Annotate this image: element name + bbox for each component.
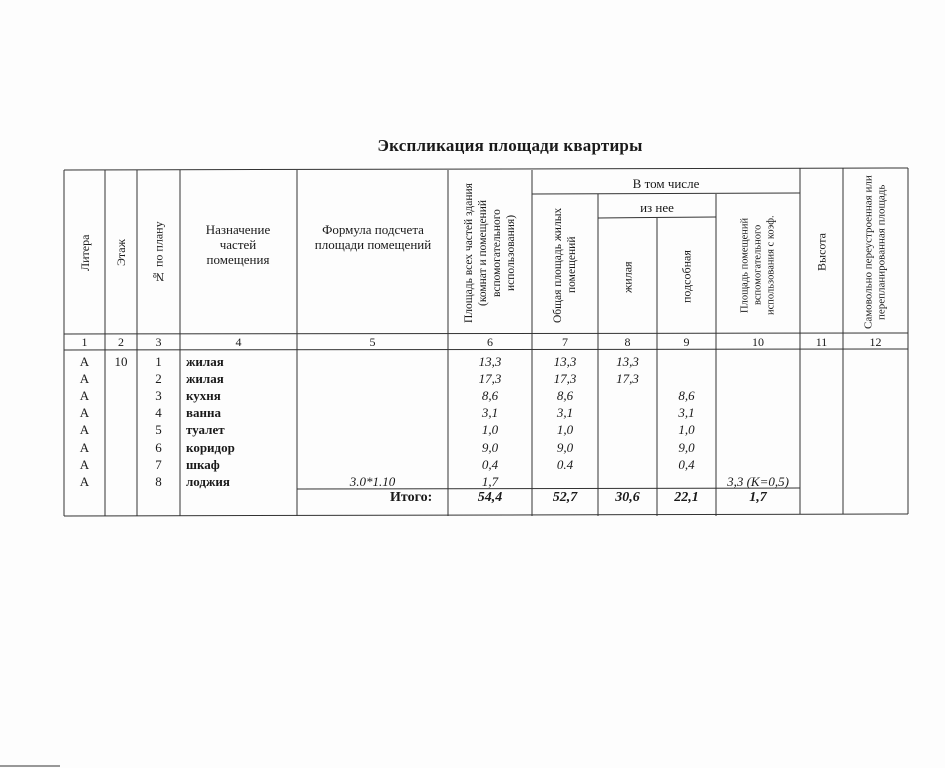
cell-formula: 3.0*1.10 — [349, 473, 396, 489]
cell-etazh — [105, 370, 137, 387]
cell-etazh — [105, 439, 137, 456]
totals-living: 30,6 — [615, 490, 640, 505]
cell-living — [598, 473, 657, 490]
header-height: Высота — [814, 233, 829, 271]
cell-living — [598, 456, 657, 473]
cell-area: 13,3 — [478, 354, 502, 369]
cell-aux-room: 3,1 — [678, 405, 695, 421]
header-litera: Литера — [78, 234, 92, 272]
cell-aux-room: 9,0 — [678, 439, 695, 455]
cell-formula — [300, 456, 445, 473]
cell-litera: А — [79, 405, 90, 421]
cell-name: жилая — [186, 371, 224, 387]
cell-area: 1,0 — [481, 422, 499, 438]
cell-area: 1,7 — [481, 473, 499, 489]
header-purpose: Назначение частей помещения — [205, 222, 271, 267]
cell-aux — [716, 456, 800, 473]
col-number: 8 — [624, 335, 631, 349]
cell-aux-room — [657, 370, 716, 387]
cell-total: 9,0 — [556, 439, 574, 455]
col-number: 3 — [155, 335, 162, 349]
cell-aux — [716, 387, 800, 404]
header-area-all: Площадь всех частей здания (комнат и помещений вспомогательного использования) — [463, 183, 517, 323]
cell-litera: А — [79, 456, 90, 472]
header-total-living: Общая площадь жилых помещений — [552, 207, 578, 323]
cell-total: 8,6 — [556, 388, 574, 404]
cell-living: 13,3 — [616, 354, 639, 369]
header-v-tom-chisle: В том числе — [632, 176, 700, 191]
cell-litera: А — [79, 371, 90, 387]
cell-name: коридор — [186, 439, 235, 455]
cell-etazh — [105, 421, 137, 438]
cell-formula — [300, 387, 445, 404]
totals-area: 54,4 — [477, 490, 503, 505]
cell-formula — [300, 404, 445, 421]
cell-formula — [300, 439, 445, 456]
cell-area: 8,6 — [481, 388, 499, 404]
col-number: 11 — [815, 335, 828, 349]
cell-etazh: 10 — [114, 354, 128, 369]
col-number: 6 — [487, 335, 493, 349]
page-title: Экспликация площади квартиры — [377, 136, 643, 155]
cell-living — [598, 439, 657, 456]
cell-name: кухня — [186, 388, 221, 404]
cell-area: 17,3 — [478, 371, 502, 387]
cell-formula — [300, 370, 445, 387]
col-number: 4 — [235, 335, 242, 349]
cell-litera: А — [79, 439, 90, 455]
cell-aux — [716, 370, 800, 387]
cell-name: туалет — [186, 422, 225, 438]
col-number: 10 — [752, 335, 764, 349]
cell-total — [532, 473, 598, 490]
header-etazh: Этаж — [114, 239, 128, 267]
cell-aux — [716, 404, 800, 421]
cell-aux-room: 8,6 — [678, 388, 695, 404]
cell-etazh — [105, 473, 137, 490]
col-number: 9 — [683, 335, 690, 349]
cell-aux — [716, 439, 800, 456]
totals-total-living: 52,7 — [552, 490, 578, 505]
cell-name: жилая — [186, 354, 224, 369]
cell-litera: А — [79, 388, 90, 404]
cell-total: 17,3 — [553, 371, 577, 387]
header-formula: Формула подсчета площади помещений — [314, 222, 432, 252]
cell-no: 7 — [155, 456, 162, 472]
header-zhilaya: жилая — [620, 261, 635, 293]
col-number: 2 — [118, 335, 124, 349]
cell-etazh — [105, 404, 137, 421]
cell-no: 4 — [155, 405, 162, 421]
cell-aux-room — [657, 473, 716, 490]
cell-formula — [300, 353, 445, 370]
cell-litera: А — [79, 473, 90, 489]
cell-no: 6 — [155, 439, 162, 455]
cell-litera: А — [79, 354, 90, 369]
cell-litera: А — [79, 422, 90, 438]
cell-aux — [716, 353, 800, 370]
cell-living — [598, 421, 657, 438]
cell-total: 1,0 — [556, 422, 574, 438]
cell-living — [598, 404, 657, 421]
header-iz-nee: из нее — [640, 200, 674, 215]
cell-name: лоджия — [186, 473, 230, 489]
header-plan-no: № по плану — [151, 221, 166, 285]
cell-no: 5 — [155, 422, 162, 438]
col-number: 1 — [81, 335, 88, 349]
header-podsobnaya: подсобная — [679, 250, 694, 304]
cell-area: 3,1 — [481, 405, 499, 421]
col-number: 12 — [869, 335, 882, 349]
cell-no: 3 — [155, 388, 162, 404]
cell-area: 0,4 — [481, 456, 499, 472]
totals-aux-room: 22,1 — [674, 490, 699, 505]
header-rebuilt: Самовольно переустроенная или перепланированная площадь — [862, 175, 888, 329]
cell-aux: 3,3 (K=0,5) — [727, 473, 789, 489]
cell-aux-room: 1,0 — [678, 422, 695, 438]
cell-etazh — [105, 387, 137, 404]
cell-total: 0.4 — [556, 456, 574, 472]
cell-living: 17,3 — [616, 371, 639, 387]
cell-aux-room: 0,4 — [678, 456, 695, 472]
totals-aux: 1,7 — [749, 490, 767, 505]
cell-aux-room — [657, 353, 716, 370]
cell-name: шкаф — [186, 456, 220, 472]
cell-area: 9,0 — [481, 439, 499, 455]
cell-formula — [300, 421, 445, 438]
cell-no: 1 — [155, 354, 162, 369]
cell-no: 8 — [155, 473, 162, 489]
cell-aux — [716, 421, 800, 438]
cell-living — [598, 387, 657, 404]
cell-total: 3,1 — [556, 405, 574, 421]
cell-total: 13,3 — [553, 354, 577, 369]
header-aux: Площадь помещений вспомогательного использования с коэф. — [739, 215, 777, 315]
cell-name: ванна — [186, 405, 222, 421]
totals-label: Итого: — [390, 490, 433, 505]
cell-etazh — [105, 456, 137, 473]
cell-no: 2 — [155, 371, 162, 387]
col-number: 7 — [562, 335, 568, 349]
col-number: 5 — [369, 335, 376, 349]
